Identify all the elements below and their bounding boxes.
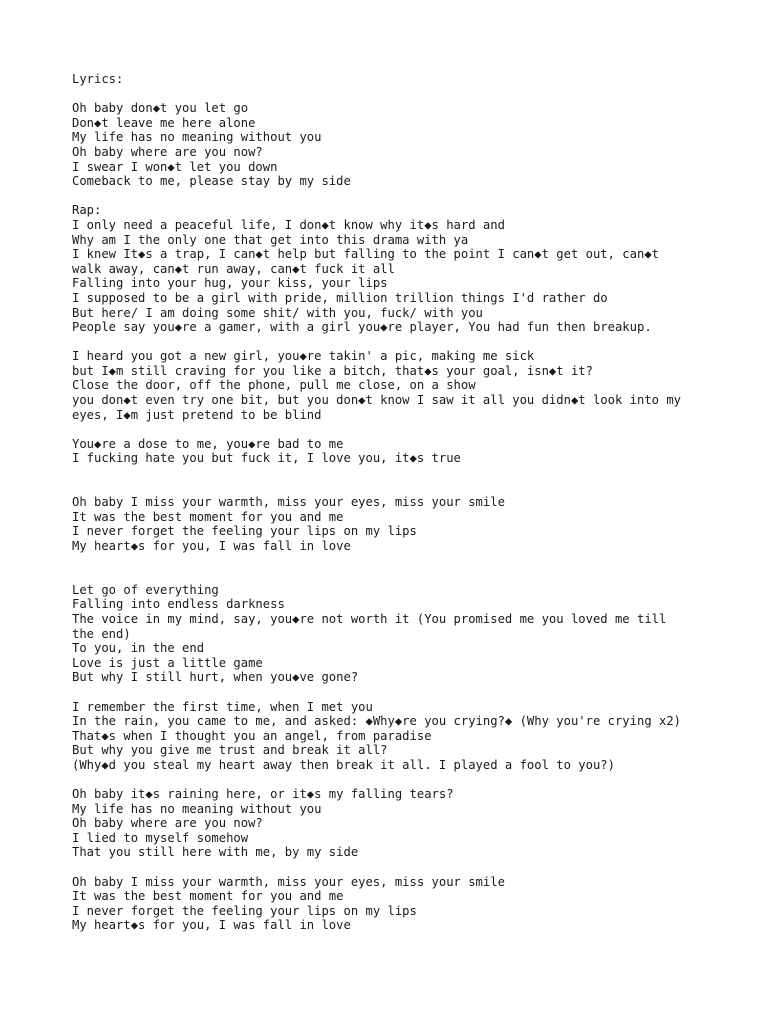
text-line: My life has no meaning without you — [72, 801, 322, 816]
text-line: I never forget the feeling your lips on my lips — [72, 524, 417, 539]
memory-block — [72, 700, 712, 773]
text-line: In the rain, you came to me, and asked: ◆Why◆re you crying?◆ (Why you're crying x2) — [72, 714, 682, 729]
text-line: but I◆m still craving for you like a bitch, that◆s your goal, isn◆t it? — [72, 363, 593, 378]
bridge-block — [72, 583, 712, 685]
text-line: Falling into endless darkness — [72, 597, 285, 612]
text-line: Why am I the only one that get into this drama with ya — [72, 232, 469, 247]
text-line: But why I still hurt, when you◆ve gone? — [72, 670, 359, 685]
text-line: That◆s when I thought you an angel, from paradise — [72, 728, 432, 743]
text-line: Love is just a little game — [72, 655, 263, 670]
text-line: To you, in the end — [72, 641, 205, 656]
chorus-block-2 — [72, 787, 712, 860]
text-line: the end) — [72, 626, 131, 641]
text-line: Oh baby don◆t you let go — [72, 101, 249, 116]
text-line: Oh baby I miss your warmth, miss your eyes, miss your smile — [72, 495, 505, 510]
text-line: (Why◆d you steal my heart away then break it all. I played a fool to you?) — [72, 757, 615, 772]
text-line: Oh baby I miss your warmth, miss your eyes, miss your smile — [72, 874, 505, 889]
text-line: My life has no meaning without you — [72, 130, 322, 145]
text-line: But why you give me trust and break it all? — [72, 743, 388, 758]
text-line: Falling into your hug, your kiss, your lips — [72, 276, 388, 291]
text-line: But here/ I am doing some shit/ with you, fuck/ with you — [72, 305, 483, 320]
text-line: I supposed to be a girl with pride, million trillion things I'd rather do — [72, 290, 608, 305]
text-line: I knew It◆s a trap, I can◆t help but falling to the point I can◆t get out, can◆t — [72, 247, 659, 262]
text-line: eyes, I◆m just pretend to be blind — [72, 407, 322, 422]
verse-block-2 — [72, 875, 712, 933]
text-line: Comeback to me, please stay by my side — [72, 174, 351, 189]
text-line: That you still here with me, by my side — [72, 845, 359, 860]
text-line: Oh baby where are you now? — [72, 144, 263, 159]
text-line: Close the door, off the phone, pull me close, on a show — [72, 378, 476, 393]
chorus-block-1 — [72, 101, 712, 189]
text-line: I never forget the feeling your lips on my lips — [72, 903, 417, 918]
text-line: Oh baby where are you now? — [72, 816, 263, 831]
text-line: you don◆t even try one bit, but you don◆t know I saw it all you didn◆t look into my — [72, 393, 682, 408]
text-line: You◆re a dose to me, you◆re bad to me — [72, 436, 344, 451]
text-line: It was the best moment for you and me — [72, 889, 344, 904]
lyrics-heading: Lyrics: — [72, 72, 124, 86]
rap-block-3 — [72, 437, 712, 466]
text-line: People say you◆re a gamer, with a girl you◆re player, You had fun then breakup. — [72, 320, 652, 335]
text-line: The voice in my mind, say, you◆re not worth it (You promised me you loved me till — [72, 611, 667, 626]
verse-block-1 — [72, 495, 712, 553]
text-line: I only need a peaceful life, I don◆t know why it◆s hard and — [72, 217, 505, 232]
text-line: It was the best moment for you and me — [72, 509, 344, 524]
lyrics-text — [72, 72, 712, 933]
text-line: I lied to myself somehow — [72, 830, 249, 845]
text-line: I remember the first time, when I met you — [72, 699, 373, 714]
text-line: walk away, can◆t run away, can◆t fuck it all — [72, 261, 395, 276]
text-line: Don◆t leave me here alone — [72, 115, 256, 130]
rap-block-2 — [72, 349, 712, 422]
text-line: I fucking hate you but fuck it, I love you, it◆s true — [72, 451, 461, 466]
text-line: I heard you got a new girl, you◆re takin' a pic, making me sick — [72, 349, 535, 364]
text-line: My heart◆s for you, I was fall in love — [72, 539, 351, 553]
text-line: I swear I won◆t let you down — [72, 159, 278, 174]
text-line: Oh baby it◆s raining here, or it◆s my falling tears? — [72, 787, 454, 802]
text-line: Let go of everything — [72, 582, 219, 597]
rap-heading: Rap: — [72, 203, 102, 218]
text-line: My heart◆s for you, I was fall in love — [72, 918, 351, 933]
rap-block-1 — [72, 218, 712, 335]
